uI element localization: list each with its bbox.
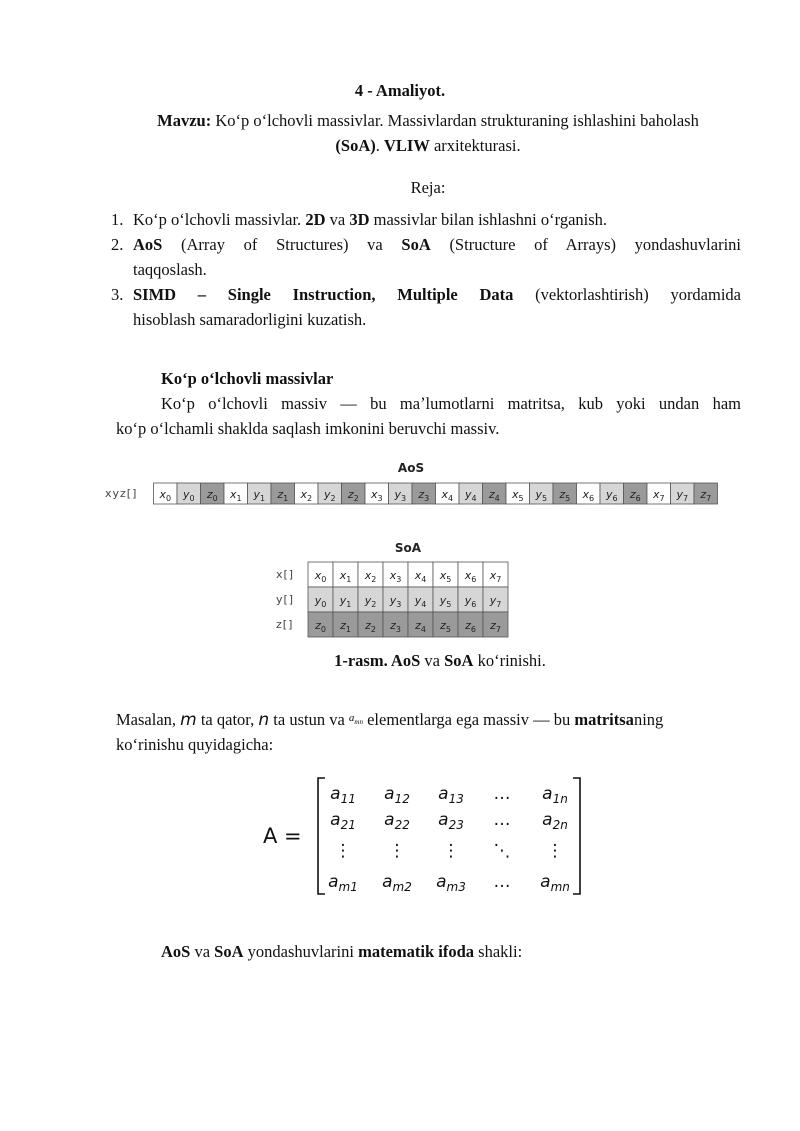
plan-text: Koʻp oʻlchovli massivlar. [133,210,306,229]
matrix-entry: $a_{1n}$ [542,784,568,806]
cell-label: $y_0$ [314,594,327,609]
cell-label: $x_2$ [300,488,313,503]
closing-text: shakli: [474,942,523,961]
cell-label: $x_3$ [389,569,402,584]
math-var-n: n [258,710,270,730]
cell-label: $z_3$ [418,488,430,503]
matrix-lhs: A = [263,824,302,848]
soa-row-label: y[] [276,593,295,606]
cell-label: $z_2$ [347,488,359,503]
soa-row-label: x[] [276,568,295,581]
section-heading: Koʻp oʻlchovli massivlar [161,369,334,388]
cell-label: $x_3$ [370,488,383,503]
closing-bold: AoS [161,942,191,961]
plan-text: massivlar bilan ishlashni oʻrganish. [369,210,608,229]
plan-item-continuation: hisoblash samaradorligini kuzatish. [133,310,367,329]
matrix-entry: ⋱ [493,841,511,861]
cell-label: $y_6$ [464,594,477,609]
plan-bold: 2D [305,210,326,229]
cell-label: $x_1$ [339,569,352,584]
matrix-entry: $a_{m2}$ [382,872,412,894]
topic-label: Mavzu: [157,111,212,130]
cell-label: $y_2$ [323,488,336,503]
cell-label: $z_5$ [440,619,451,634]
example-text: elementlarga ega massiv — bu [362,710,575,729]
matrix-entry: $a_{11}$ [330,784,356,806]
cell-label: $y_3$ [394,488,407,503]
matrix-entry: ⋮ [442,841,460,861]
plan-item-number: 2. [111,235,124,254]
cell-label: $z_7$ [700,488,712,503]
cell-label: $z_4$ [415,619,426,634]
example-bold: matritsa [574,710,634,729]
matrix-entry: … [493,784,511,804]
amn-sub: mn [354,718,363,727]
cell-label: $y_4$ [414,594,427,609]
matrix-entry: $a_{mn}$ [540,872,570,894]
matrix-entry: … [493,872,511,892]
cell-label: $x_1$ [229,488,242,503]
math-var-m: m [180,710,197,730]
matrix-entry: $a_{13}$ [438,784,464,806]
cell-label: $x_4$ [441,488,454,503]
cell-label: $y_5$ [439,594,452,609]
cell-label: $z_0$ [315,619,326,634]
cell-label: $z_6$ [629,488,641,503]
cell-label: $z_5$ [559,488,571,503]
closing-text: yondashuvlarini [243,942,359,961]
caption-text: va [420,651,445,670]
matrix-entry: $a_{m1}$ [328,872,358,894]
example-paragraph-line2: koʻrinishu quyidagicha: [116,735,274,754]
example-text: Masalan, [116,710,181,729]
matrix-entry: $a_{22}$ [384,810,410,832]
caption-bold: 1-rasm. AoS [334,651,421,670]
closing-text: va [190,942,215,961]
cell-label: $y_4$ [464,488,477,503]
cell-label: $z_4$ [488,488,500,503]
plan-text: (Array of Structures) va [162,235,402,254]
cell-label: $z_2$ [365,619,376,634]
caption-bold-2: SoA [444,651,474,670]
plan-bold: AoS [133,235,163,254]
plan-text: (vektorlashtirish) yordamida [513,285,741,304]
cell-label: $x_6$ [582,488,595,503]
right-bracket [573,778,580,894]
plan-item-text [133,232,741,257]
closing-line [161,939,522,964]
cell-label: $y_3$ [389,594,402,609]
cell-label: $z_6$ [465,619,476,634]
plan-bold: SIMD – Single Instruction, Multiple Data [133,285,514,304]
topic-bold-1: (SoA) [335,136,376,155]
plan-text: va [325,210,350,229]
matrix-entry: $a_{m3}$ [436,872,466,894]
left-bracket [318,778,325,894]
cell-label: $x_5$ [439,569,452,584]
matrix-entry: … [493,810,511,830]
example-text: ta qator, [196,710,259,729]
cell-label: $z_3$ [390,619,401,634]
matrix-entry: ⋮ [334,841,352,861]
cell-label: $x_0$ [314,569,327,584]
cell-label: $x_7$ [489,569,502,584]
closing-bold: matematik ifoda [358,942,475,961]
example-text: ning [633,710,664,729]
cell-label: $x_7$ [652,488,665,503]
cell-label: $z_1$ [340,619,351,634]
cell-label: $y_1$ [339,594,352,609]
plan-bold: 3D [349,210,370,229]
cell-label: $x_6$ [464,569,477,584]
amn-base: a [348,712,355,724]
math-var-amn [348,712,363,727]
plan-heading: Reja: [410,178,446,197]
matrix-entry: $a_{21}$ [330,810,356,832]
matrix-entry: $a_{2n}$ [542,810,568,832]
soa-title: SoA [394,541,422,555]
topic-sep: . [375,136,385,155]
matrix-entry: ⋮ [388,841,406,861]
figure-caption [0,648,800,673]
soa-row-label: z[] [276,618,294,631]
cell-label: $x_5$ [511,488,524,503]
plan-item-text [133,282,741,307]
cell-label: $y_1$ [253,488,266,503]
cell-label: $z_0$ [206,488,218,503]
aos-row-label: xyz[] [105,487,138,500]
section-paragraph-line2: koʻp oʻlchamli shaklda saqlash imkonini beruvchi massiv. [116,419,500,438]
topic-bold-2: VLIW [384,136,430,155]
topic-text-1: Koʻp oʻlchovli massivlar. Massivlardan strukturaning ishlashini baholash [211,111,699,130]
cell-label: $y_5$ [535,488,548,503]
closing-bold: SoA [214,942,244,961]
plan-text: (Structure of Arrays) yondashuvlarini [430,235,741,254]
plan-item-number: 1. [111,210,124,229]
matrix-entry: $a_{12}$ [384,784,410,806]
plan-item-number: 3. [111,285,124,304]
topic-text-2: arxitekturasi. [429,136,521,155]
plan-bold: SoA [401,235,431,254]
cell-label: $y_6$ [605,488,618,503]
cell-label: $z_1$ [277,488,289,503]
matrix-equation [255,772,595,900]
cell-label: $y_7$ [676,488,689,503]
cell-label: $y_7$ [489,594,502,609]
section-paragraph-line1: Koʻp oʻlchovli massiv — bu maʼlumotlarni matritsa, kub yoki undan ham [161,394,741,413]
example-text: ta ustun va [269,710,349,729]
cell-label: $y_2$ [364,594,377,609]
plan-item-text [133,207,741,232]
matrix-entry: $a_{23}$ [438,810,464,832]
matrix-entry: ⋮ [546,841,564,861]
plan-item-continuation: taqqoslash. [133,260,207,279]
page-title: 4 - Amaliyot. [354,81,446,100]
cell-label: $x_2$ [364,569,377,584]
aos-soa-figure [0,450,800,645]
cell-label: $y_0$ [182,488,195,503]
cell-label: $x_4$ [414,569,427,584]
cell-label: $z_7$ [490,619,501,634]
aos-title: AoS [397,461,425,475]
caption-end: koʻrinishi. [473,651,546,670]
topic-line [100,108,756,158]
cell-label: $x_0$ [159,488,172,503]
